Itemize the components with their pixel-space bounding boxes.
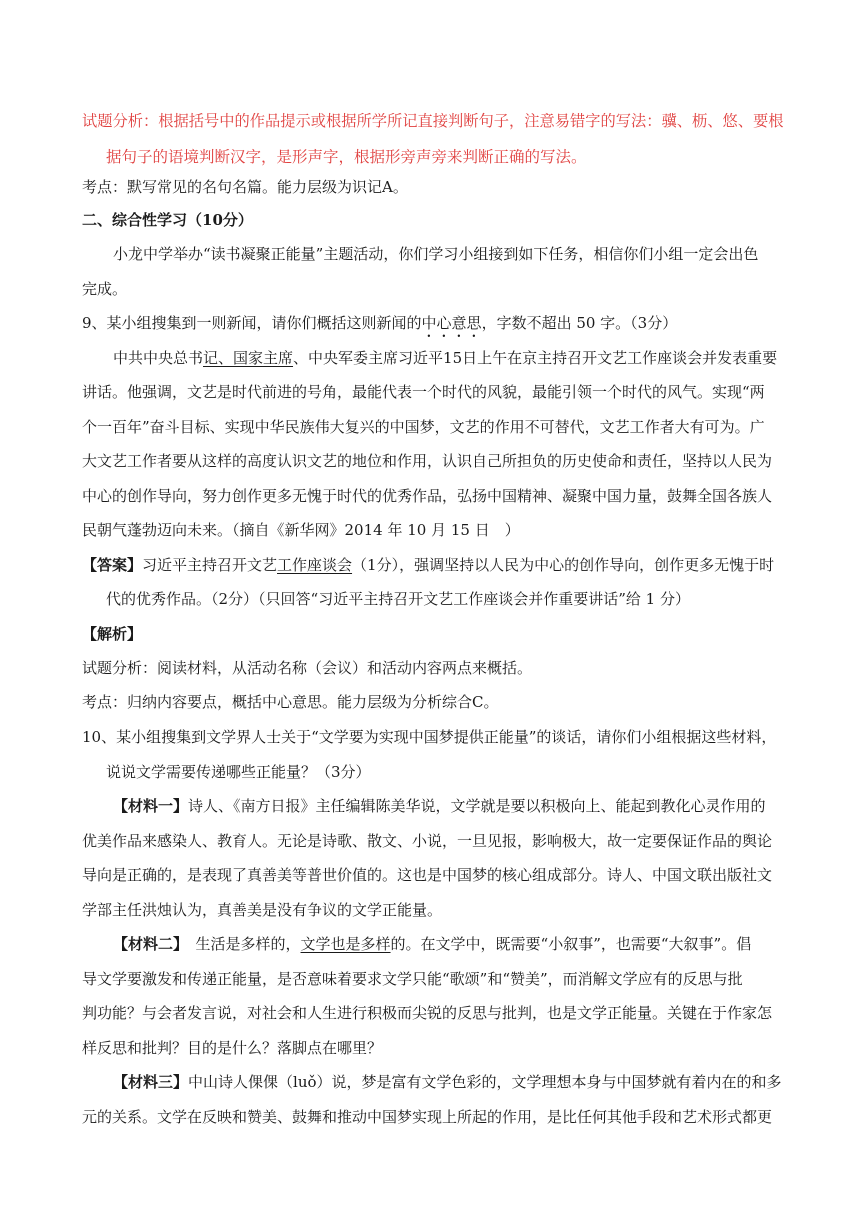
news-line-4: 大文艺工作者要从这样的高度认识文艺的地位和作用，认识自己所担负的历史使命和责任，坚持以人民为 (82, 452, 773, 470)
question-9-text-a: 9、某小组搜集到一则新闻，请你们概括这则新闻的 (82, 314, 422, 332)
material-2-line-1-b: 的。在文学中，既需要“小叙事”，也需要“大叙事”。倡 (390, 935, 752, 953)
answer-line-1 (82, 555, 774, 575)
material-2-underlined: 文学也是多样 (300, 935, 391, 953)
material-1-line-3: 导向是正确的，是表现了真善美等普世价值的。这也是中国梦的核心组成部分。诗人、中国文联出版社文 (82, 866, 773, 884)
kaodian-1: 考点：默写常见的名句名篇。能力层级为识记A。 (82, 178, 408, 196)
analysis-red-line-1: 试题分析：根据括号中的作品提示或根据所学所记直接判断句子，注意易错字的写法：骥、枥、悠、要根 (82, 112, 784, 130)
material-3-line-2: 元的关系。文学在反映和赞美、鼓舞和推动中国梦实现上所起的作用，是比任何其他手段和艺术形式都更 (82, 1108, 773, 1126)
material-3-label: 【材料三】 (113, 1073, 189, 1091)
jiexi-label: 【解析】 (82, 625, 143, 643)
material-1-line-4: 学部主任洪烛认为，真善美是没有争议的文学正能量。 (82, 901, 443, 919)
answer-underlined: 工作座谈会 (277, 556, 353, 574)
material-1-line-1-text: 诗人、《南方日报》主任编辑陈美华说，文学就是要以积极向上、能起到教化心灵作用的 (188, 797, 766, 815)
news-line-2: 讲话。他强调，文艺是时代前进的号角，最能代表一个时代的风貌，最能引领一个时代的风气。实现“两 (82, 383, 765, 401)
question-9-emphasis: 中心意思 (421, 314, 482, 332)
question-9-text-b: ，字数不超出 50 字。（3分） (481, 314, 678, 332)
analysis-red-line-2: 据句子的语境判断汉字，是形声字，根据形旁声旁来判断正确的写法。 (106, 148, 587, 166)
material-1-label: 【材料一】 (113, 797, 189, 815)
material-1-line-1 (113, 796, 766, 816)
question-10-line-2: 说说文学需要传递哪些正能量？（3分） (106, 763, 371, 781)
news-line-1-b: 、中央军委主席习近平15日上午在京主持召开文艺工作座谈会并发表重要 (293, 349, 778, 367)
question-9 (82, 313, 677, 341)
material-3-line-1 (113, 1072, 782, 1092)
section-title: 二、综合性学习（10分） (82, 211, 253, 229)
material-2-line-4: 样反思和批判？目的是什么？落脚点在哪里？ (82, 1039, 383, 1057)
news-line-1 (113, 348, 777, 368)
answer-line-2: 代的优秀作品。（2分）（只回答“习近平主持召开文艺工作座谈会并作重要讲话”给 1 分） (106, 590, 690, 608)
answer-line-1-a: 习近平主持召开文艺 (142, 556, 278, 574)
material-1-line-2: 优美作品来感染人、教育人。无论是诗歌、散文、小说，一旦见报，影响极大，故一定要保证作品的舆论 (82, 832, 773, 850)
news-line-5: 中心的创作导向，努力创作更多无愧于时代的优秀作品，弘扬中国精神、凝聚中国力量，鼓舞全国各族人 (82, 487, 773, 505)
material-2-line-2: 导文学要激发和传递正能量，是否意味着要求文学只能“歌颂”和“赞美”，而消解文学应有的反思与批 (82, 970, 743, 988)
intro-line-2: 完成。 (82, 280, 128, 298)
news-line-1-underlined: 记、国家主席 (203, 349, 294, 367)
analysis-2: 试题分析：阅读材料，从活动名称（会议）和活动内容两点来概括。 (82, 659, 533, 677)
intro-line-1: 小龙中学举办“读书凝聚正能量”主题活动，你们学习小组接到如下任务，相信你们小组一定会出色 (113, 245, 759, 263)
kaodian-2: 考点：归纳内容要点，概括中心意思。能力层级为分析综合C。 (82, 693, 499, 711)
news-line-3: 个一百年”奋斗目标、实现中华民族伟大复兴的中国梦，文艺的作用不可替代，文艺工作者大有可为。广 (82, 418, 765, 436)
news-line-6: 民朝气蓬勃迈向未来。（摘自《新华网》2014 年 10 月 15 日 ） (82, 521, 520, 539)
answer-label: 【答案】 (82, 556, 143, 574)
news-line-1-a: 中共中央总书 (113, 349, 204, 367)
material-2-line-1 (113, 934, 751, 954)
material-3-line-1-text: 中山诗人倮倮（luǒ）说，梦是富有文学色彩的，文学理想本身与中国梦就有着内在的和多 (188, 1073, 782, 1091)
material-2-label: 【材料二】 (113, 935, 181, 953)
material-2-line-3: 判功能？与会者发言说，对社会和人生进行积极而尖锐的反思与批判，也是文学正能量。关键在于作家怎 (82, 1004, 773, 1022)
answer-line-1-b: （1分），强调坚持以人民为中心的创作导向，创作更多无愧于时 (352, 556, 775, 574)
material-2-line-1-a: 生活是多样的， (180, 935, 301, 953)
question-10-line-1: 10、某小组搜集到文学界人士关于“文学要为实现中国梦提供正能量”的谈话，请你们小组根据这些材料， (82, 728, 777, 746)
